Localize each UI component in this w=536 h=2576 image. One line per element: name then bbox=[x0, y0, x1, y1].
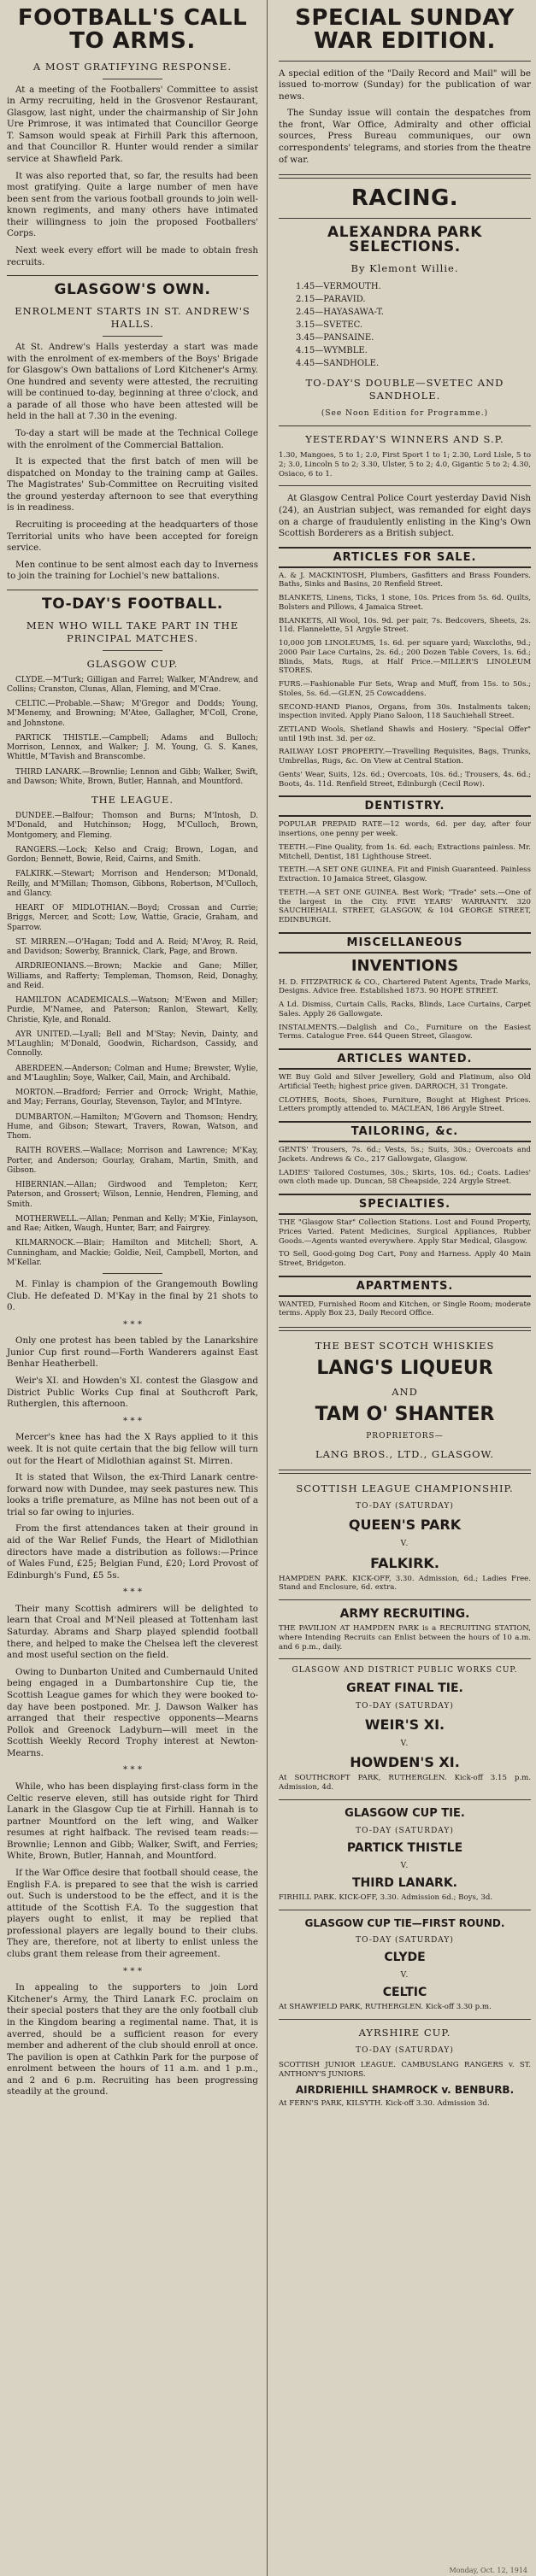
section-dentistry: DENTISTRY. bbox=[279, 795, 531, 817]
champ-team-1: QUEEN'S PARK bbox=[348, 1517, 462, 1534]
divider bbox=[279, 485, 531, 486]
headline-selections: ALEXANDRA PARK SELECTIONS. bbox=[327, 223, 483, 256]
classified-ad: TO Sell, Good-going Dog Cart, Pony and Harness. Apply 40 Main Street, Bridgeton. bbox=[279, 1250, 531, 1268]
classified-ad: H. D. FITZPATRICK & CO., Chartered Patent Agents, Trade Marks, Designs. Advice free. Established 1873. 90 HOPE STREET. bbox=[279, 977, 531, 996]
paragraph: M. Finlay is champion of the Grangemouth Bowling Club. He defeated D. M'Kay in the final by 21 shots to 0. bbox=[7, 1279, 258, 1313]
paragraph: A special edition of the "Daily Record and Mail" will be issued to-morrow (Sunday) for the publication of war news. bbox=[279, 67, 531, 102]
airdrie-venue: At FERN'S PARK, KILSYTH. Kick-off 3.30. Admission 3d. bbox=[279, 2098, 490, 2108]
weirs-venue: At SOUTHCROFT PARK, RUTHERGLEN. Kick-off 3.15 p.m. Admission, 4d. bbox=[279, 1774, 531, 1792]
article-recruiting bbox=[7, 85, 258, 269]
whisky-company: LANG BROS., LTD., GLASGOW. bbox=[315, 1448, 495, 1461]
section-tailoring: TAILORING, &c. bbox=[279, 1121, 531, 1142]
whisky-intro: THE BEST SCOTCH WHISKIES bbox=[315, 1340, 495, 1353]
tip-item: 1.45—VERMOUTH. bbox=[296, 282, 381, 292]
paragraph: Owing to Dunbarton United and Cumbernauld United being engaged in a Dumbartonshire Cup tie, the Scottish League games for which they were booked to-day have been postponed. Mr. J. Dawson Walker has arranged that their respective opponents—Mearns Pollok and Greenock Ladyburn—will meet in the Scottish Weekly Record Trophy interest at Newton-Mearns. bbox=[7, 1666, 258, 1758]
divider bbox=[279, 1327, 531, 1331]
section-glasgow-cup: GLASGOW CUP. bbox=[86, 657, 179, 670]
tip-item: 3.15—SVETEC. bbox=[296, 320, 363, 331]
classified-ad: BLANKETS, Linens, Ticks, 1 stone, 10s. Prices from 5s. 6d. Quilts, Bolsters and Pillows, 4 Jamaica Street. bbox=[279, 594, 531, 612]
classified-ad: POPULAR PREPAID RATE—12 words, 6d. per day, after four insertions, one penny per week. bbox=[279, 820, 531, 839]
asterisks: * * * bbox=[123, 1764, 142, 1775]
team-listing: ABERDEEN.—Anderson; Colman and Hume; Brewster, Wylie, and M'Laughlin; Soye, Walker, Cail, Main, and Archibald. bbox=[7, 1064, 258, 1083]
dentistry-ads bbox=[279, 820, 531, 924]
divider bbox=[279, 1658, 531, 1659]
team-listing: THIRD LANARK.—Brownlie; Lennon and Gibb; Walker, Swift, and Dawson; White, Brown, Butler, Hannah, and Mountford. bbox=[7, 767, 258, 786]
gcup-today: TO-DAY (SATURDAY) bbox=[356, 1826, 454, 1835]
paragraph: Next week every effort will be made to obtain fresh recruits. bbox=[7, 245, 258, 267]
champ-team-2: FALKIRK. bbox=[370, 1554, 439, 1571]
headline-todays-football: TO-DAY'S FOOTBALL. bbox=[42, 595, 223, 613]
champ-head: SCOTTISH LEAGUE CHAMPIONSHIP. bbox=[296, 1482, 514, 1495]
paragraph: Recruiting is proceeding at the headquarters of those Territorial units who have been accepted for foreign service. bbox=[7, 519, 258, 554]
yesterday-winners: 1.30, Mangoes, 5 to 1; 2.0, First Sport 1 to 1; 2.30, Lord Lisle, 5 to 2; 3.0, Lincoln 5 to 2; 3.30, Ulster, 5 to 2; 4.0, Gigantic 5 to 2; 4.30, Osiaco, 6 to 1. bbox=[279, 451, 531, 478]
team-listing: KILMARNOCK.—Blair; Hamilton and Mitchell; Short, A. Cunningham, and Mackie; Goldie, Neil, Campbell, Morton, and M'Kellar. bbox=[7, 1239, 258, 1267]
airdriehill-match: AIRDRIEHILL SHAMROCK v. BENBURB. bbox=[295, 2083, 515, 2096]
team-listing: CLYDE.—M'Turk; Gilligan and Farrel; Walker, M'Andrew, and Collins; Cranston, Clunas, Allan, Fleming, and M'Crae. bbox=[7, 675, 258, 694]
team-listing: DUNDEE.—Balfour; Thomson and Burns; M'Intosh, D. M'Donald, and Hutchinson; Hogg, M'Culloch, Brown, Montgomery, and Fleming. bbox=[7, 812, 258, 840]
classified-ad: CLOTHES, Boots, Shoes, Furniture, Bought at Highest Prices. Letters promptly attended to. MACLEAN, 186 Argyle Street. bbox=[279, 1095, 531, 1114]
classified-ad: TEETH.—Fine Quality, from 1s. 6d. each; Extractions painless. Mr. Mitchell, Dentist, 181 Lighthouse Street. bbox=[279, 842, 531, 861]
divider bbox=[279, 218, 531, 219]
classified-ad: A Ld. Dismiss, Curtain Calls, Racks, Blinds, Lace Curtains, Carpet Sales. Apply 26 Gallowgate. bbox=[279, 1000, 531, 1018]
yesterday-winners-head: YESTERDAY'S WINNERS AND S.P. bbox=[305, 433, 504, 446]
tip-item: 4.45—SANDHOLE. bbox=[296, 359, 380, 369]
team-listing: FALKIRK.—Stewart; Morrison and Henderson; M'Donald, Reilly, and M'Millan; Thomson, Gibbons, Robertson, M'Culloch, and Glancy. bbox=[7, 870, 258, 898]
divider bbox=[103, 1273, 162, 1274]
divider bbox=[279, 174, 531, 179]
tip-item: 4.15—WYMBLE. bbox=[296, 346, 368, 356]
double-tip: TO-DAY'S DOUBLE—SVETEC AND SANDHOLE. bbox=[305, 377, 504, 402]
team-listing: CELTIC.—Probable.—Shaw; M'Gregor and Dodds; Young, M'Menemy, and Browning; M'Atee, Gallagher, M'Coll, Crone, and Johnstone. bbox=[7, 700, 258, 728]
champ-v: V. bbox=[400, 1540, 409, 1549]
headline-football-call: FOOTBALL'S CALL TO ARMS. bbox=[17, 5, 248, 55]
champ-venue: HAMPDEN PARK. KICK-OFF, 3.30. Admission, 6d.; Ladies Free. Stand and Enclosure, 6d. extra. bbox=[279, 1574, 531, 1593]
public-works-cup-head: GLASGOW AND DISTRICT PUBLIC WORKS CUP. bbox=[292, 1666, 518, 1675]
paragraph: Only one protest has been tabled by the Lanarkshire Junior Cup first round—Forth Wanderers against East Benhar Heatherbell. bbox=[7, 1335, 258, 1370]
left-column bbox=[0, 0, 263, 2576]
asterisks: * * * bbox=[123, 1587, 142, 1598]
section-the-league: THE LEAGUE. bbox=[91, 794, 174, 807]
paragraph: It is stated that Wilson, the ex-Third Lanark centre-forward now with Dundee, may seek pastures new. This looks a trifle premature, as Milne has not been out of a trial so far owing to injuries. bbox=[7, 1472, 258, 1517]
ayr-today: TO-DAY (SATURDAY) bbox=[356, 2045, 454, 2055]
gcup2-v: V. bbox=[400, 1971, 409, 1980]
paragraph: Mercer's knee has had the X Rays applied to it this week. It is not quite certain that the big fellow will turn out for the Heart of Midlothian against St. Mirren. bbox=[7, 1432, 258, 1466]
gcup-team-2: THIRD LANARK. bbox=[351, 1876, 457, 1891]
divider bbox=[103, 650, 162, 651]
classified-ad: Gents' Wear, Suits, 12s. 6d.; Overcoats, 10s. 6d.; Trousers, 4s. 6d.; Boots, 4s. 11d. Renfield Street, Edinburgh (Cecil Row). bbox=[279, 770, 531, 789]
divider bbox=[7, 275, 258, 276]
gcup2-today: TO-DAY (SATURDAY) bbox=[356, 1935, 454, 1945]
page-footer: Monday, Oct. 12, 1914 bbox=[449, 2567, 527, 2574]
sale-ads bbox=[279, 572, 531, 789]
champ-today: TO-DAY (SATURDAY) bbox=[356, 1502, 454, 1511]
paragraph: From the first attendances taken at their ground in aid of the War Relief Funds, the Heart of Midlothian directors have made a distribution as follows:—Prince of Wales Fund, £25; Belgian Fund, £20; Lord Provost of Edinburgh's Fund, £5 5s. bbox=[7, 1523, 258, 1581]
asterisks: * * * bbox=[123, 1415, 142, 1426]
gcup2-team-2: CELTIC bbox=[382, 1986, 427, 2000]
team-listing: MORTON.—Bradford; Ferrier and Orrock; Wright, Mathie, and May; Ferrans, Gourlay, Stevenson, Taylor, and M'Intyre. bbox=[7, 1088, 258, 1107]
teams-glasgow-cup bbox=[7, 676, 258, 788]
team-listing: HAMILTON ACADEMICALS.—Watson; M'Ewen and Miller; Purdie, M'Namee, and Paterson; Ranlon, Stewart, Kelly, Christie, Kyle, and Ronald. bbox=[7, 996, 258, 1024]
asterisks: * * * bbox=[123, 1965, 142, 1976]
team-listing: HEART OF MIDLOTHIAN.—Boyd; Crossan and Currie; Briggs, Mercer, and Scott; Low, Wattie, Gracie, Graham, and Sparrow. bbox=[7, 904, 258, 932]
paragraph: In appealing to the supporters to join Lord Kitchener's Army, the Third Lanark F.C. proclaim on their special posters that they are the only football club in the Kingdom bearing a regimental name. That, it is averred, should be a sufficient reason for every member and adherent of the club should enroll at once. The pavilion is open at Cathkin Park for the purpose of enrolment between the hours of 11 a.m. and 1 p.m., and 2 and 6 p.m. Recruiting has been progressing steadily at the ground. bbox=[7, 1982, 258, 2098]
classified-ad: THE "Glasgow Star" Collection Stations. Lost and Found Property, Prices Varied. Patent Medicines, Surgical Appliances, Rubber Goods.—Agents wanted everywhere. Apply Star Medical, Glasgow. bbox=[279, 1218, 531, 1246]
team-listing: DUMBARTON.—Hamilton; M'Govern and Thomson; Hendry, Hume, and Gibson; Stewart, Travers, Rowan, Watson, and Thom. bbox=[7, 1112, 258, 1141]
asterisks: * * * bbox=[123, 1318, 142, 1329]
ayrshire-cup-head: AYRSHIRE CUP. bbox=[358, 2027, 451, 2039]
double-note: (See Noon Edition for Programme.) bbox=[321, 409, 489, 419]
team-listing: RANGERS.—Lock; Kelso and Craig; Brown, Logan, and Gordon; Bennett, Bowie, Reid, Cairns, and Smith. bbox=[7, 845, 258, 864]
gcup2-venue: At SHAWFIELD PARK, RUTHERGLEN. Kick-off 3.30 p.m. bbox=[279, 2003, 492, 2012]
column-rule bbox=[267, 0, 268, 2576]
divider bbox=[279, 1470, 531, 1474]
paragraph: It was also reported that, so far, the results had been most gratifying. Quite a large number of men have been sent from the various football grounds to join well-known regiments, and many others have intimated their willingness to join the proposed Footballers' Corps. bbox=[7, 170, 259, 239]
inventions-heading: INVENTIONS bbox=[350, 956, 459, 975]
great-final-today: TO-DAY (SATURDAY) bbox=[356, 1701, 454, 1710]
whisky-and: AND bbox=[392, 1386, 418, 1399]
section-specialties: SPECIALTIES. bbox=[279, 1194, 531, 1215]
paragraph: Their many Scottish admirers will be delighted to learn that Croal and M'Neil pleased at Tottenham last Saturday. Abrams and Sharp played splendid football there, and helped to make the Chelsea left the cleverest and most useful section on the field. bbox=[7, 1603, 258, 1661]
team-listing: HIBERNIAN.—Allan; Girdwood and Templeton; Kerr, Paterson, and Grossert; Wilson, Lennie, Hendren, Fleming, and Smith. bbox=[7, 1181, 258, 1209]
court-report: At Glasgow Central Police Court yesterday David Nish (24), an Austrian subject, was remanded for eight days on a charge of fraudulently enlisting in the King's Own Scottish Borderers as a British subject. bbox=[279, 493, 531, 539]
tip-item: 2.15—PARAVID. bbox=[296, 295, 366, 305]
whisky-brand-1: LANG'S LIQUEUR bbox=[316, 1358, 493, 1380]
glasgow-cup-tie-head: GLASGOW CUP TIE. bbox=[345, 1806, 465, 1820]
paragraph: At St. Andrew's Halls yesterday a start was made with the enrolment of ex-members of the Boys' Brigade for Glasgow's Own battalions of Lord Kitchener's Army. One hundred and seventy were attested, the recruiting will be continued to-day, beginning at three o'clock, and a parade of all those who have been attested will be held in the hall at 7.30 in the evening. bbox=[7, 341, 258, 422]
subhead-gratifying: A MOST GRATIFYING RESPONSE. bbox=[32, 60, 233, 73]
army-recruiting-head: ARMY RECRUITING. bbox=[339, 1607, 470, 1622]
paragraph: If the War Office desire that football should cease, the English F.A. is prepared to see that the wish is carried out. Such is understood to be the effect, and it is the attitude of the Scottish F.A. To the suggestion that players ought to enlist, it may be replied that professional players are legally bound to their clubs. They are, therefore, not at liberty to enlist unless the clubs grant them release from their agreement. bbox=[7, 1868, 258, 1960]
team-listing: AIRDRIEONIANS.—Brown; Mackie and Gane; Miller, Williams, and Rafferty; Templeman, Thomson, Reid, Donaghy, and Reid. bbox=[7, 962, 258, 990]
classified-ad: 10,000 JOB LINOLEUMS, 1s. 6d. per square yard; Waxcloths, 9d.; 2000 Pair Lace Curtains, 2s. 6d.; 200 Dozen Table Covers, 1s. 6d.; Blinds, Mats, Rugs, at Half Price.—MILLER'S LINOLEUM STORES. bbox=[279, 639, 531, 676]
gcup2-team-1: CLYDE bbox=[384, 1951, 426, 1965]
paragraph: While, who has been displaying first-class form in the Celtic reserve eleven, still has outside right for Third Lanark in the Glasgow Cup tie at Firhill. Hannah is to partner Mountford on the left wing, and Walker resumes at right halfback. The revised team reads:—Brownlie; Lennon and Gibb; Walker, Swift, and Ferries; White, Brown, Butler, Hannah, and Mountford. bbox=[7, 1781, 258, 1862]
paragraph: The Sunday issue will contain the despatches from the front, War Office, Admiralty and other official sources, Press Bureau communiques, our own correspondents' telegrams, and stories from the theatre of war. bbox=[279, 108, 531, 165]
ayr-text: SCOTTISH JUNIOR LEAGUE. CAMBUSLANG RANGERS v. ST. ANTHONY'S JUNIORS. bbox=[279, 2061, 531, 2079]
team-listing: AYR UNITED.—Lyall; Bell and M'Stay; Nevin, Dainty, and M'Laughlin; M'Donald, Goodwin, Richardson, Cassidy, and Connolly. bbox=[7, 1030, 258, 1059]
army-recruiting-text: THE PAVILION AT HAMPDEN PARK is a RECRUITING STATION, where Intending Recruits can Enlist between the hours of 10 a.m. and 6 p.m., daily. bbox=[279, 1624, 531, 1652]
article-glasgows-own bbox=[7, 342, 258, 583]
classified-ad: BLANKETS, All Wool, 10s. 9d. per pair, 7s. Bedcovers, Sheets, 2s. 11d. Flannelette, 51 Argyle Street. bbox=[279, 616, 531, 635]
headline-sunday-war-edition: SPECIAL SUNDAY WAR EDITION. bbox=[295, 5, 515, 55]
classified-ad: GENTS' Trousers, 7s. 6d.; Vests, 5s.; Suits, 30s.; Overcoats and Jackets. Andrews & Co., 217 Gallowgate, Glasgow. bbox=[279, 1146, 531, 1164]
team-listing: RAITH ROVERS.—Wallace; Morrison and Lawrence; M'Kay, Porter, and Anderson; Gourlay, Graham, Martin, Smith, and Gibson. bbox=[7, 1147, 258, 1175]
great-final-tie: GREAT FINAL TIE. bbox=[346, 1681, 463, 1695]
classified-ad: SECOND-HAND Pianos, Organs, from 30s. Instalments taken; inspection invited. Apply Piano Saloon, 118 Sauchiehall Street. bbox=[279, 702, 531, 721]
classified-ad: A. & J. MACKINTOSH, Plumbers, Gasfitters and Brass Founders. Baths, Sinks and Basins, 20 Renfield Street. bbox=[279, 571, 531, 590]
headline-racing: RACING. bbox=[350, 185, 459, 212]
subhead-enrolment: ENROLMENT STARTS IN ST. ANDREW'S HALLS. bbox=[15, 305, 250, 330]
tip-item: 3.45—PANSAINE. bbox=[296, 333, 374, 343]
section-miscellaneous: MISCELLANEOUS bbox=[279, 932, 531, 954]
team-listing: ST. MIRREN.—O'Hagan; Todd and A. Reid; M'Avoy, R. Reid, and Davidson; Sowerby, Brannick, Clark, Page, and Brown. bbox=[7, 937, 258, 956]
tips-list bbox=[296, 280, 531, 370]
divider bbox=[103, 336, 162, 337]
divider bbox=[279, 425, 531, 426]
tip-item: 2.45—HAYASAWA-T. bbox=[296, 308, 384, 318]
article-football-notes bbox=[7, 1279, 258, 2098]
gcup-team-1: PARTICK THISTLE bbox=[346, 1840, 463, 1855]
divider bbox=[279, 61, 531, 62]
divider bbox=[279, 2019, 531, 2020]
byline: By Klemont Willie. bbox=[350, 262, 459, 275]
paragraph: Weir's XI. and Howden's XI. contest the Glasgow and District Public Works Cup final at Southcroft Park, Rutherglen, this afternoon. bbox=[7, 1376, 258, 1410]
paragraph: At a meeting of the Footballers' Committee to assist in Army recruiting, held in the Grosvenor Restaurant, Glasgow, last night, under the chairmanship of Sir John Ure Primrose, it was intimated that Councillor George T. Samson would speak at Firhill Park this afternoon, and that Councillor R. Hunter would render a similar service at Shawfield Park. bbox=[7, 84, 258, 164]
classified-ad: INSTALMENTS.—Dalglish and Co., Furniture on the Easiest Terms. Catalogue Free. 644 Queen Street, Glasgow. bbox=[279, 1023, 531, 1042]
weirs-v: V. bbox=[400, 1739, 409, 1748]
paragraph: To-day a start will be made at the Technical College with the enrolment of the Commercial Battalion. bbox=[7, 427, 258, 450]
weirs-xi: WEIR'S XI. bbox=[364, 1716, 445, 1733]
classified-ad: LADIES' Tailored Costumes, 30s.; Skirts, 10s. 6d.; Coats. Ladies' own cloth made up. Duncan, 58 Cheapside, 224 Argyle Street. bbox=[279, 1168, 531, 1187]
howdens-xi: HOWDEN'S XI. bbox=[350, 1754, 460, 1771]
classified-ad: FURS.—Fashionable Fur Sets, Wrap and Muff, from 15s. to 50s.; Stoles, 5s. 6d.—GLEN, 25 Cowcaddens. bbox=[279, 680, 531, 698]
section-articles-for-sale: ARTICLES FOR SALE. bbox=[279, 547, 531, 568]
classified-ad: RAILWAY LOST PROPERTY.—Travelling Requisites, Bags, Trunks, Umbrellas, Rugs, &c. On View at Central Station. bbox=[279, 748, 531, 766]
classified-ad: WANTED, Furnished Room and Kitchen, or Single Room; moderate terms. Apply Box 23, Daily Record Office. bbox=[279, 1300, 531, 1318]
whisky-proprietors: PROPRIETORS— bbox=[366, 1432, 444, 1441]
classified-ad: TEETH.—A SET ONE GUINEA. Best Work; "Trade" sets.—One of the largest in the City. FIVE YEARS' WARRANTY. 320 SAUCHIEHALL STREET, GLASGOW, & 104 GEORGE STREET, EDINBURGH. bbox=[279, 888, 531, 925]
paragraph: It is expected that the first batch of men will be dispatched on Monday to the training camp at Gailes. The Magistrates' Sub-Committee on Recruiting visited the ground yesterday afternoon to see that everything is in readiness. bbox=[7, 456, 258, 513]
classified-ad: WE Buy Gold and Silver Jewellery, Gold and Platinum, also Old Artificial Teeth; highest price given. DARROCH, 31 Trongate. bbox=[279, 1073, 531, 1091]
classified-ad: ZETLAND Wools, Shetland Shawls and Hosiery. "Special Offer" until 19th inst. 3d. per oz. bbox=[279, 725, 531, 743]
teams-league bbox=[7, 812, 258, 1268]
subhead-principal-matches: MEN WHO WILL TAKE PART IN THE PRINCIPAL MATCHES. bbox=[26, 619, 239, 644]
classified-ad: TEETH.—A SET ONE GUINEA. Fit and Finish Guaranteed. Painless Extraction. 10 Jamaica Street, Glasgow. bbox=[279, 866, 531, 884]
divider bbox=[279, 1599, 531, 1600]
team-listing: PARTICK THISTLE.—Campbell; Adams and Bulloch; Morrison, Lennox, and Walker; J. M. Young, G. S. Kanes, Whittle, M'Tavish and Branscombe. bbox=[7, 733, 258, 762]
gcup-venue: FIRHILL PARK. KICK-OFF, 3.30. Admission 6d.; Boys, 3d. bbox=[279, 1893, 493, 1903]
whisky-brand-2: TAM O' SHANTER bbox=[315, 1404, 495, 1426]
section-apartments: APARTMENTS. bbox=[279, 1276, 531, 1297]
gcup-v: V. bbox=[400, 1861, 409, 1870]
glasgow-cup-first-round-head: GLASGOW CUP TIE—FIRST ROUND. bbox=[304, 1916, 505, 1929]
paragraph: Men continue to be sent almost each day to Inverness to join the training for Lochiel's new battalions. bbox=[7, 559, 258, 582]
headline-glasgows-own: GLASGOW'S OWN. bbox=[54, 281, 211, 299]
divider bbox=[279, 1799, 531, 1800]
right-column bbox=[272, 0, 536, 2576]
team-listing: MOTHERWELL.—Allan; Penman and Kelly; M'Kie, Finlayson, and Rae; Aitken, Waugh, Hunter, Barr, and Fairgrey. bbox=[7, 1214, 258, 1233]
section-articles-wanted: ARTICLES WANTED. bbox=[279, 1048, 531, 1070]
